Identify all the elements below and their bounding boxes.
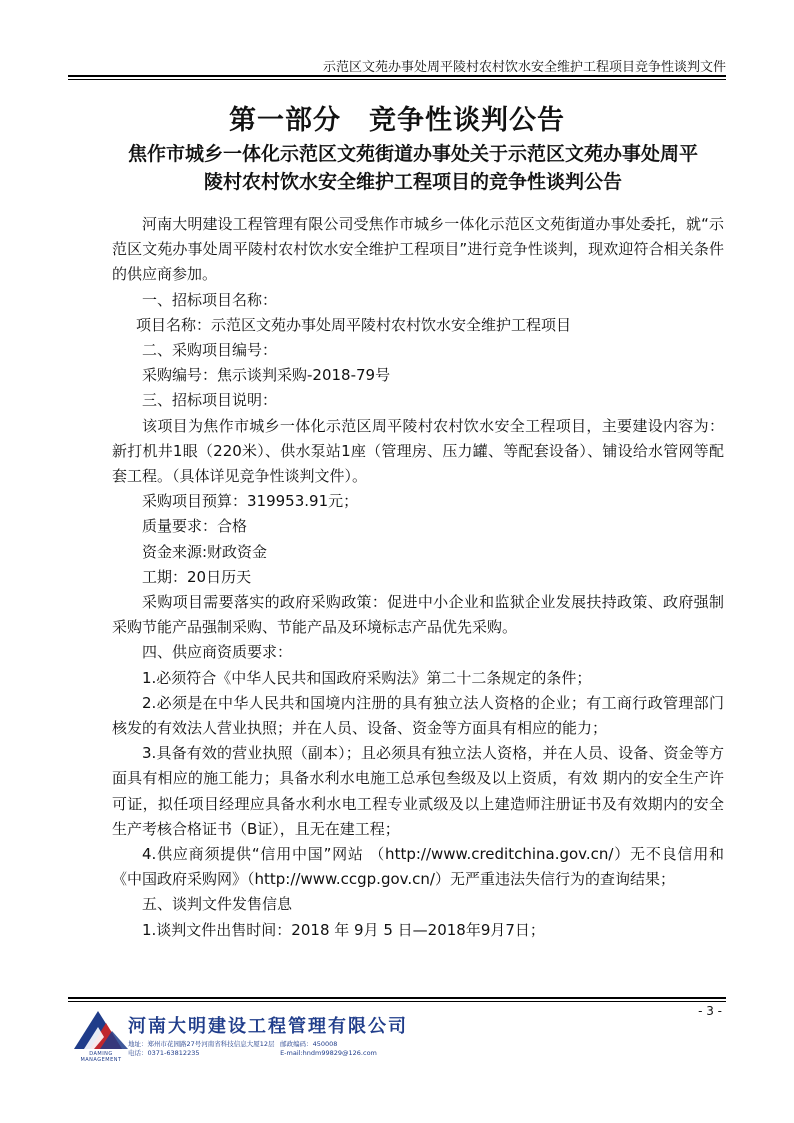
intro-paragraph: 河南大明建设工程管理有限公司受焦作市城乡一体化示范区文苑街道办事处委托，就“示范区文苑办事处周平陵村农村饮水安全维护工程项目”进行竞争性谈判，现欢迎符合相关条件的供应商参加。	[112, 215, 724, 284]
qualification-item-3: 3.具备有效的营业执照（副本）；且必须具有独立法人资格，并在人员、设备、资金等方面具有相应的施工能力；具备水利水电施工总承包叁级及以上资质，有效 期内的安全生产许可证，拟任项目经理应具备水利水电工程专业贰级及以上建造师注册证书及有效期内的安全生产考核合格证书（B证），且无在建工程；	[112, 744, 724, 838]
sale-time: 1.谈判文件出售时间：2018 年 9月 5 日—2018年9月7日；	[142, 920, 545, 939]
footer-rule	[68, 997, 726, 999]
notice-title-line-1: 焦作市城乡一体化示范区文苑街道办事处关于示范区文苑办事处周平	[127, 143, 698, 165]
project-description: 该项目为焦作市城乡一体化示范区周平陵村农村饮水安全工程项目，主要建设内容为：新打机井1眼（220米）、供水泵站1座（管理房、压力罐、等配套设备）、铺设给水管网等配套工程。（具体详见竞争性谈判文件）。	[112, 416, 724, 486]
footer-address: 地址：郑州市花园路27号河南省科技信息大厦12层	[128, 1040, 275, 1048]
company-logo-icon	[70, 1005, 132, 1053]
funding-source: 资金来源:财政资金	[142, 542, 268, 561]
section-2-heading: 二、采购项目编号：	[142, 341, 278, 360]
footer-postcode: 邮政编码：450008	[280, 1040, 338, 1048]
running-header: 示范区文苑办事处周平陵村农村饮水安全维护工程项目竞争性谈判文件	[322, 60, 726, 75]
header-rule-thin	[68, 79, 726, 80]
qualification-item-4: 4.供应商须提供“信用中国”网站 （http://www.creditchina.gov.cn/）无不良信用和《中国政府采购网》（http://www.ccgp.gov.cn/）无严重违法失信行为的查询结果；	[112, 845, 724, 889]
notice-title-line-2: 陵村农村饮水安全维护工程项目的竞争性谈判公告	[203, 171, 622, 193]
section-1-heading: 一、招标项目名称：	[142, 290, 278, 309]
project-budget: 采购项目预算：319953.91元；	[142, 492, 359, 511]
procurement-policy: 采购项目需要落实的政府采购政策：促进中小企业和监狱企业发展扶持政策、政府强制采购节能产品强制采购、节能产品及环境标志产品优先采购。	[112, 593, 724, 637]
section-5-heading: 五、谈判文件发售信息	[142, 895, 293, 914]
construction-period: 工期：20日历天	[142, 567, 252, 586]
footer-company-name: 河南大明建设工程管理有限公司	[128, 1016, 408, 1037]
qualification-item-1: 1.必须符合《中华人民共和国政府采购法》第二十二条规定的条件；	[142, 668, 592, 687]
body-text	[112, 212, 724, 943]
section-3-heading: 三、招标项目说明：	[142, 391, 278, 410]
logo-caption: DAMING MANAGEMENT	[80, 1051, 122, 1063]
part-title: 第一部分 竞争性谈判公告	[229, 105, 565, 136]
section-4-heading: 四、供应商资质要求：	[142, 643, 293, 662]
quality-requirement: 质量要求：合格	[142, 517, 248, 536]
notice-title	[108, 140, 718, 196]
qualification-item-2: 2.必须是在中华人民共和国境内注册的具有独立法人资格的企业；有工商行政管理部门核发的有效法人营业执照；并在人员、设备、资金等方面具有相应的能力；	[112, 693, 724, 738]
project-name: 项目名称：示范区文苑办事处周平陵村农村饮水安全维护工程项目	[136, 315, 572, 334]
footer-rule-thin	[68, 1001, 726, 1002]
project-number: 采购编号：焦示谈判采购-2018-79号	[142, 366, 391, 385]
header-rule	[68, 75, 726, 77]
page-number: - 3 -	[698, 1004, 722, 1018]
footer-phone: 电话：0371-63812235	[128, 1049, 200, 1057]
footer-email: E-mail:hndm99829@126.com	[280, 1049, 377, 1057]
footer-contact-info	[128, 1040, 380, 1058]
